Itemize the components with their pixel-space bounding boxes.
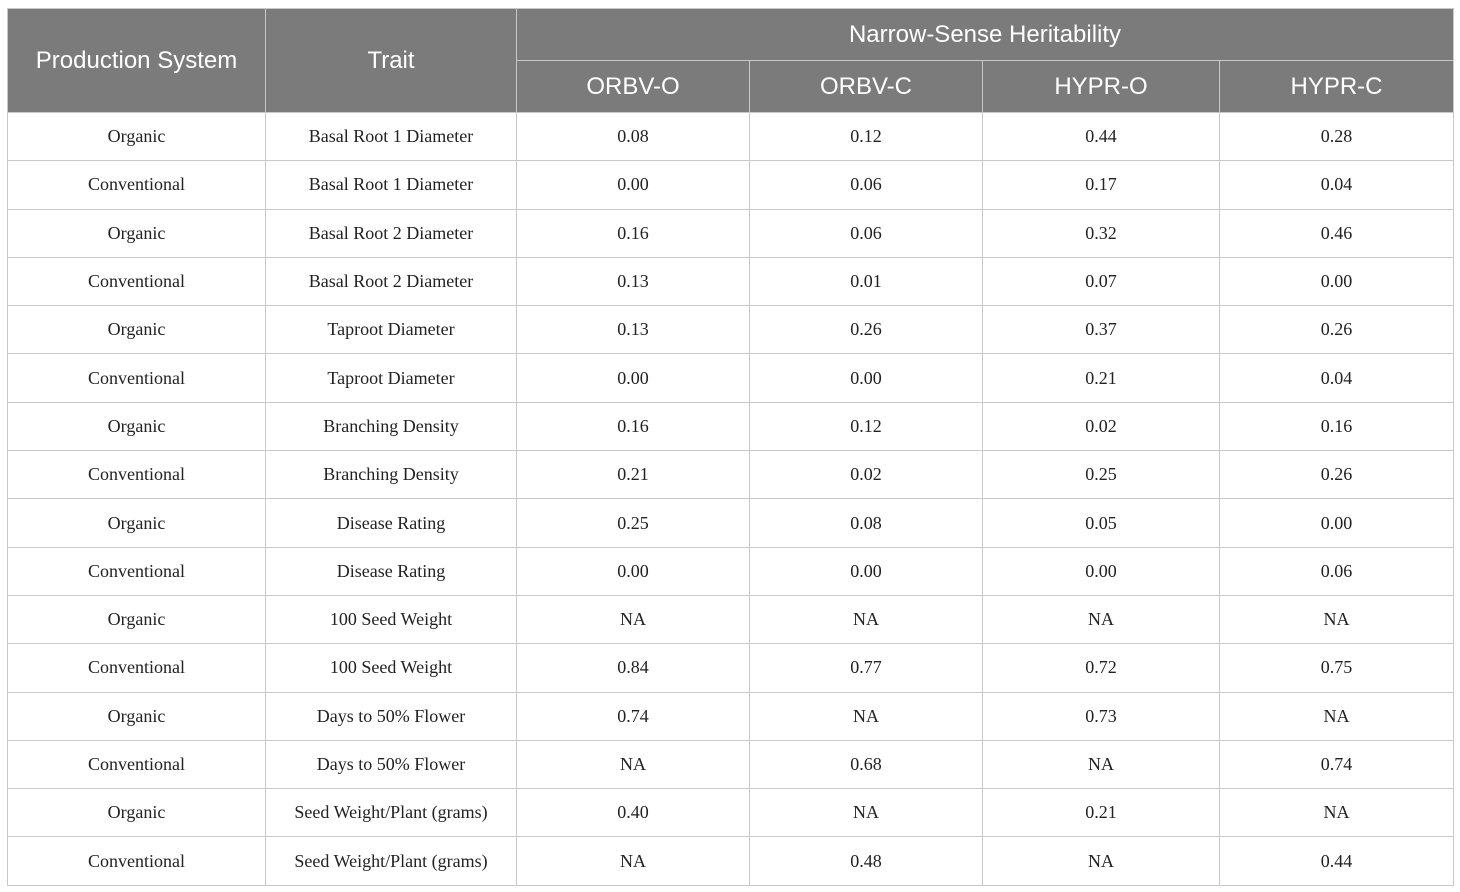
cell-production-system: Organic [8, 499, 266, 547]
cell-production-system: Conventional [8, 354, 266, 402]
heritability-table-container [7, 8, 1453, 886]
cell-orbv-c: 0.00 [750, 547, 983, 595]
cell-hypr-c: 0.44 [1220, 837, 1454, 885]
table-row [8, 644, 1454, 692]
heritability-table [7, 8, 1454, 886]
header-production-system: Production System [8, 9, 266, 113]
table-body [8, 113, 1454, 886]
cell-hypr-c: 0.00 [1220, 499, 1454, 547]
cell-orbv-o: 0.40 [517, 789, 750, 837]
cell-orbv-o: 0.21 [517, 451, 750, 499]
cell-orbv-o: 0.74 [517, 692, 750, 740]
cell-production-system: Conventional [8, 547, 266, 595]
cell-orbv-c: 0.02 [750, 451, 983, 499]
cell-hypr-c: 0.75 [1220, 644, 1454, 692]
cell-trait: Taproot Diameter [266, 306, 517, 354]
cell-trait: Disease Rating [266, 499, 517, 547]
cell-production-system: Organic [8, 595, 266, 643]
cell-hypr-c: 0.28 [1220, 113, 1454, 161]
cell-production-system: Conventional [8, 257, 266, 305]
cell-hypr-o: 0.21 [983, 354, 1220, 402]
cell-hypr-c: 0.74 [1220, 740, 1454, 788]
cell-production-system: Organic [8, 306, 266, 354]
cell-hypr-o: 0.07 [983, 257, 1220, 305]
cell-hypr-o: 0.02 [983, 402, 1220, 450]
cell-hypr-c: 0.26 [1220, 451, 1454, 499]
cell-production-system: Conventional [8, 740, 266, 788]
table-row [8, 402, 1454, 450]
cell-orbv-c: 0.12 [750, 113, 983, 161]
cell-hypr-o: NA [983, 740, 1220, 788]
table-row [8, 547, 1454, 595]
cell-production-system: Organic [8, 789, 266, 837]
cell-trait: Branching Density [266, 402, 517, 450]
cell-orbv-o: 0.00 [517, 547, 750, 595]
cell-hypr-o: 0.00 [983, 547, 1220, 595]
table-row [8, 113, 1454, 161]
cell-orbv-c: NA [750, 692, 983, 740]
cell-orbv-c: NA [750, 595, 983, 643]
cell-hypr-o: 0.21 [983, 789, 1220, 837]
cell-orbv-c: 0.08 [750, 499, 983, 547]
cell-hypr-c: 0.16 [1220, 402, 1454, 450]
cell-trait: Seed Weight/Plant (grams) [266, 837, 517, 885]
table-row [8, 692, 1454, 740]
cell-hypr-c: 0.04 [1220, 354, 1454, 402]
table-header [8, 9, 1454, 113]
cell-trait: Taproot Diameter [266, 354, 517, 402]
cell-orbv-o: 0.16 [517, 209, 750, 257]
cell-hypr-o: 0.32 [983, 209, 1220, 257]
cell-hypr-o: 0.44 [983, 113, 1220, 161]
table-row [8, 354, 1454, 402]
cell-orbv-c: 0.48 [750, 837, 983, 885]
cell-trait: Days to 50% Flower [266, 692, 517, 740]
header-hypr-o: HYPR-O [983, 61, 1220, 113]
table-row [8, 257, 1454, 305]
cell-orbv-c: 0.06 [750, 161, 983, 209]
cell-trait: 100 Seed Weight [266, 595, 517, 643]
cell-hypr-c: NA [1220, 595, 1454, 643]
cell-hypr-c: 0.46 [1220, 209, 1454, 257]
table-row [8, 499, 1454, 547]
cell-orbv-o: 0.13 [517, 306, 750, 354]
cell-orbv-o: 0.16 [517, 402, 750, 450]
cell-orbv-o: NA [517, 837, 750, 885]
cell-orbv-c: 0.26 [750, 306, 983, 354]
cell-hypr-o: 0.72 [983, 644, 1220, 692]
cell-production-system: Organic [8, 209, 266, 257]
cell-production-system: Organic [8, 113, 266, 161]
cell-orbv-o: 0.84 [517, 644, 750, 692]
cell-orbv-o: NA [517, 595, 750, 643]
cell-hypr-c: NA [1220, 692, 1454, 740]
cell-orbv-c: 0.68 [750, 740, 983, 788]
cell-orbv-o: 0.08 [517, 113, 750, 161]
cell-orbv-o: NA [517, 740, 750, 788]
cell-trait: Disease Rating [266, 547, 517, 595]
cell-trait: Basal Root 2 Diameter [266, 209, 517, 257]
cell-production-system: Organic [8, 692, 266, 740]
header-hypr-c: HYPR-C [1220, 61, 1454, 113]
cell-trait: 100 Seed Weight [266, 644, 517, 692]
cell-orbv-c: 0.06 [750, 209, 983, 257]
table-row [8, 451, 1454, 499]
header-orbv-o: ORBV-O [517, 61, 750, 113]
table-row [8, 789, 1454, 837]
cell-trait: Days to 50% Flower [266, 740, 517, 788]
header-orbv-c: ORBV-C [750, 61, 983, 113]
cell-hypr-o: NA [983, 595, 1220, 643]
table-row [8, 595, 1454, 643]
cell-trait: Branching Density [266, 451, 517, 499]
cell-production-system: Conventional [8, 161, 266, 209]
cell-orbv-c: NA [750, 789, 983, 837]
cell-orbv-o: 0.25 [517, 499, 750, 547]
cell-orbv-o: 0.00 [517, 354, 750, 402]
cell-hypr-c: NA [1220, 789, 1454, 837]
cell-trait: Basal Root 2 Diameter [266, 257, 517, 305]
table-row [8, 837, 1454, 885]
cell-orbv-c: 0.77 [750, 644, 983, 692]
cell-orbv-c: 0.01 [750, 257, 983, 305]
table-row [8, 161, 1454, 209]
cell-orbv-o: 0.13 [517, 257, 750, 305]
cell-production-system: Conventional [8, 451, 266, 499]
table-row [8, 740, 1454, 788]
cell-production-system: Conventional [8, 644, 266, 692]
table-row [8, 209, 1454, 257]
cell-hypr-o: 0.25 [983, 451, 1220, 499]
cell-hypr-c: 0.00 [1220, 257, 1454, 305]
cell-hypr-c: 0.26 [1220, 306, 1454, 354]
cell-production-system: Conventional [8, 837, 266, 885]
cell-trait: Basal Root 1 Diameter [266, 113, 517, 161]
cell-hypr-c: 0.06 [1220, 547, 1454, 595]
cell-orbv-c: 0.00 [750, 354, 983, 402]
cell-hypr-c: 0.04 [1220, 161, 1454, 209]
cell-orbv-o: 0.00 [517, 161, 750, 209]
cell-hypr-o: 0.05 [983, 499, 1220, 547]
cell-hypr-o: 0.73 [983, 692, 1220, 740]
cell-hypr-o: 0.17 [983, 161, 1220, 209]
cell-production-system: Organic [8, 402, 266, 450]
header-row-1 [8, 9, 1454, 61]
table-row [8, 306, 1454, 354]
cell-trait: Seed Weight/Plant (grams) [266, 789, 517, 837]
cell-hypr-o: 0.37 [983, 306, 1220, 354]
cell-hypr-o: NA [983, 837, 1220, 885]
header-trait: Trait [266, 9, 517, 113]
cell-orbv-c: 0.12 [750, 402, 983, 450]
header-narrow-sense-heritability: Narrow-Sense Heritability [517, 9, 1454, 61]
cell-trait: Basal Root 1 Diameter [266, 161, 517, 209]
